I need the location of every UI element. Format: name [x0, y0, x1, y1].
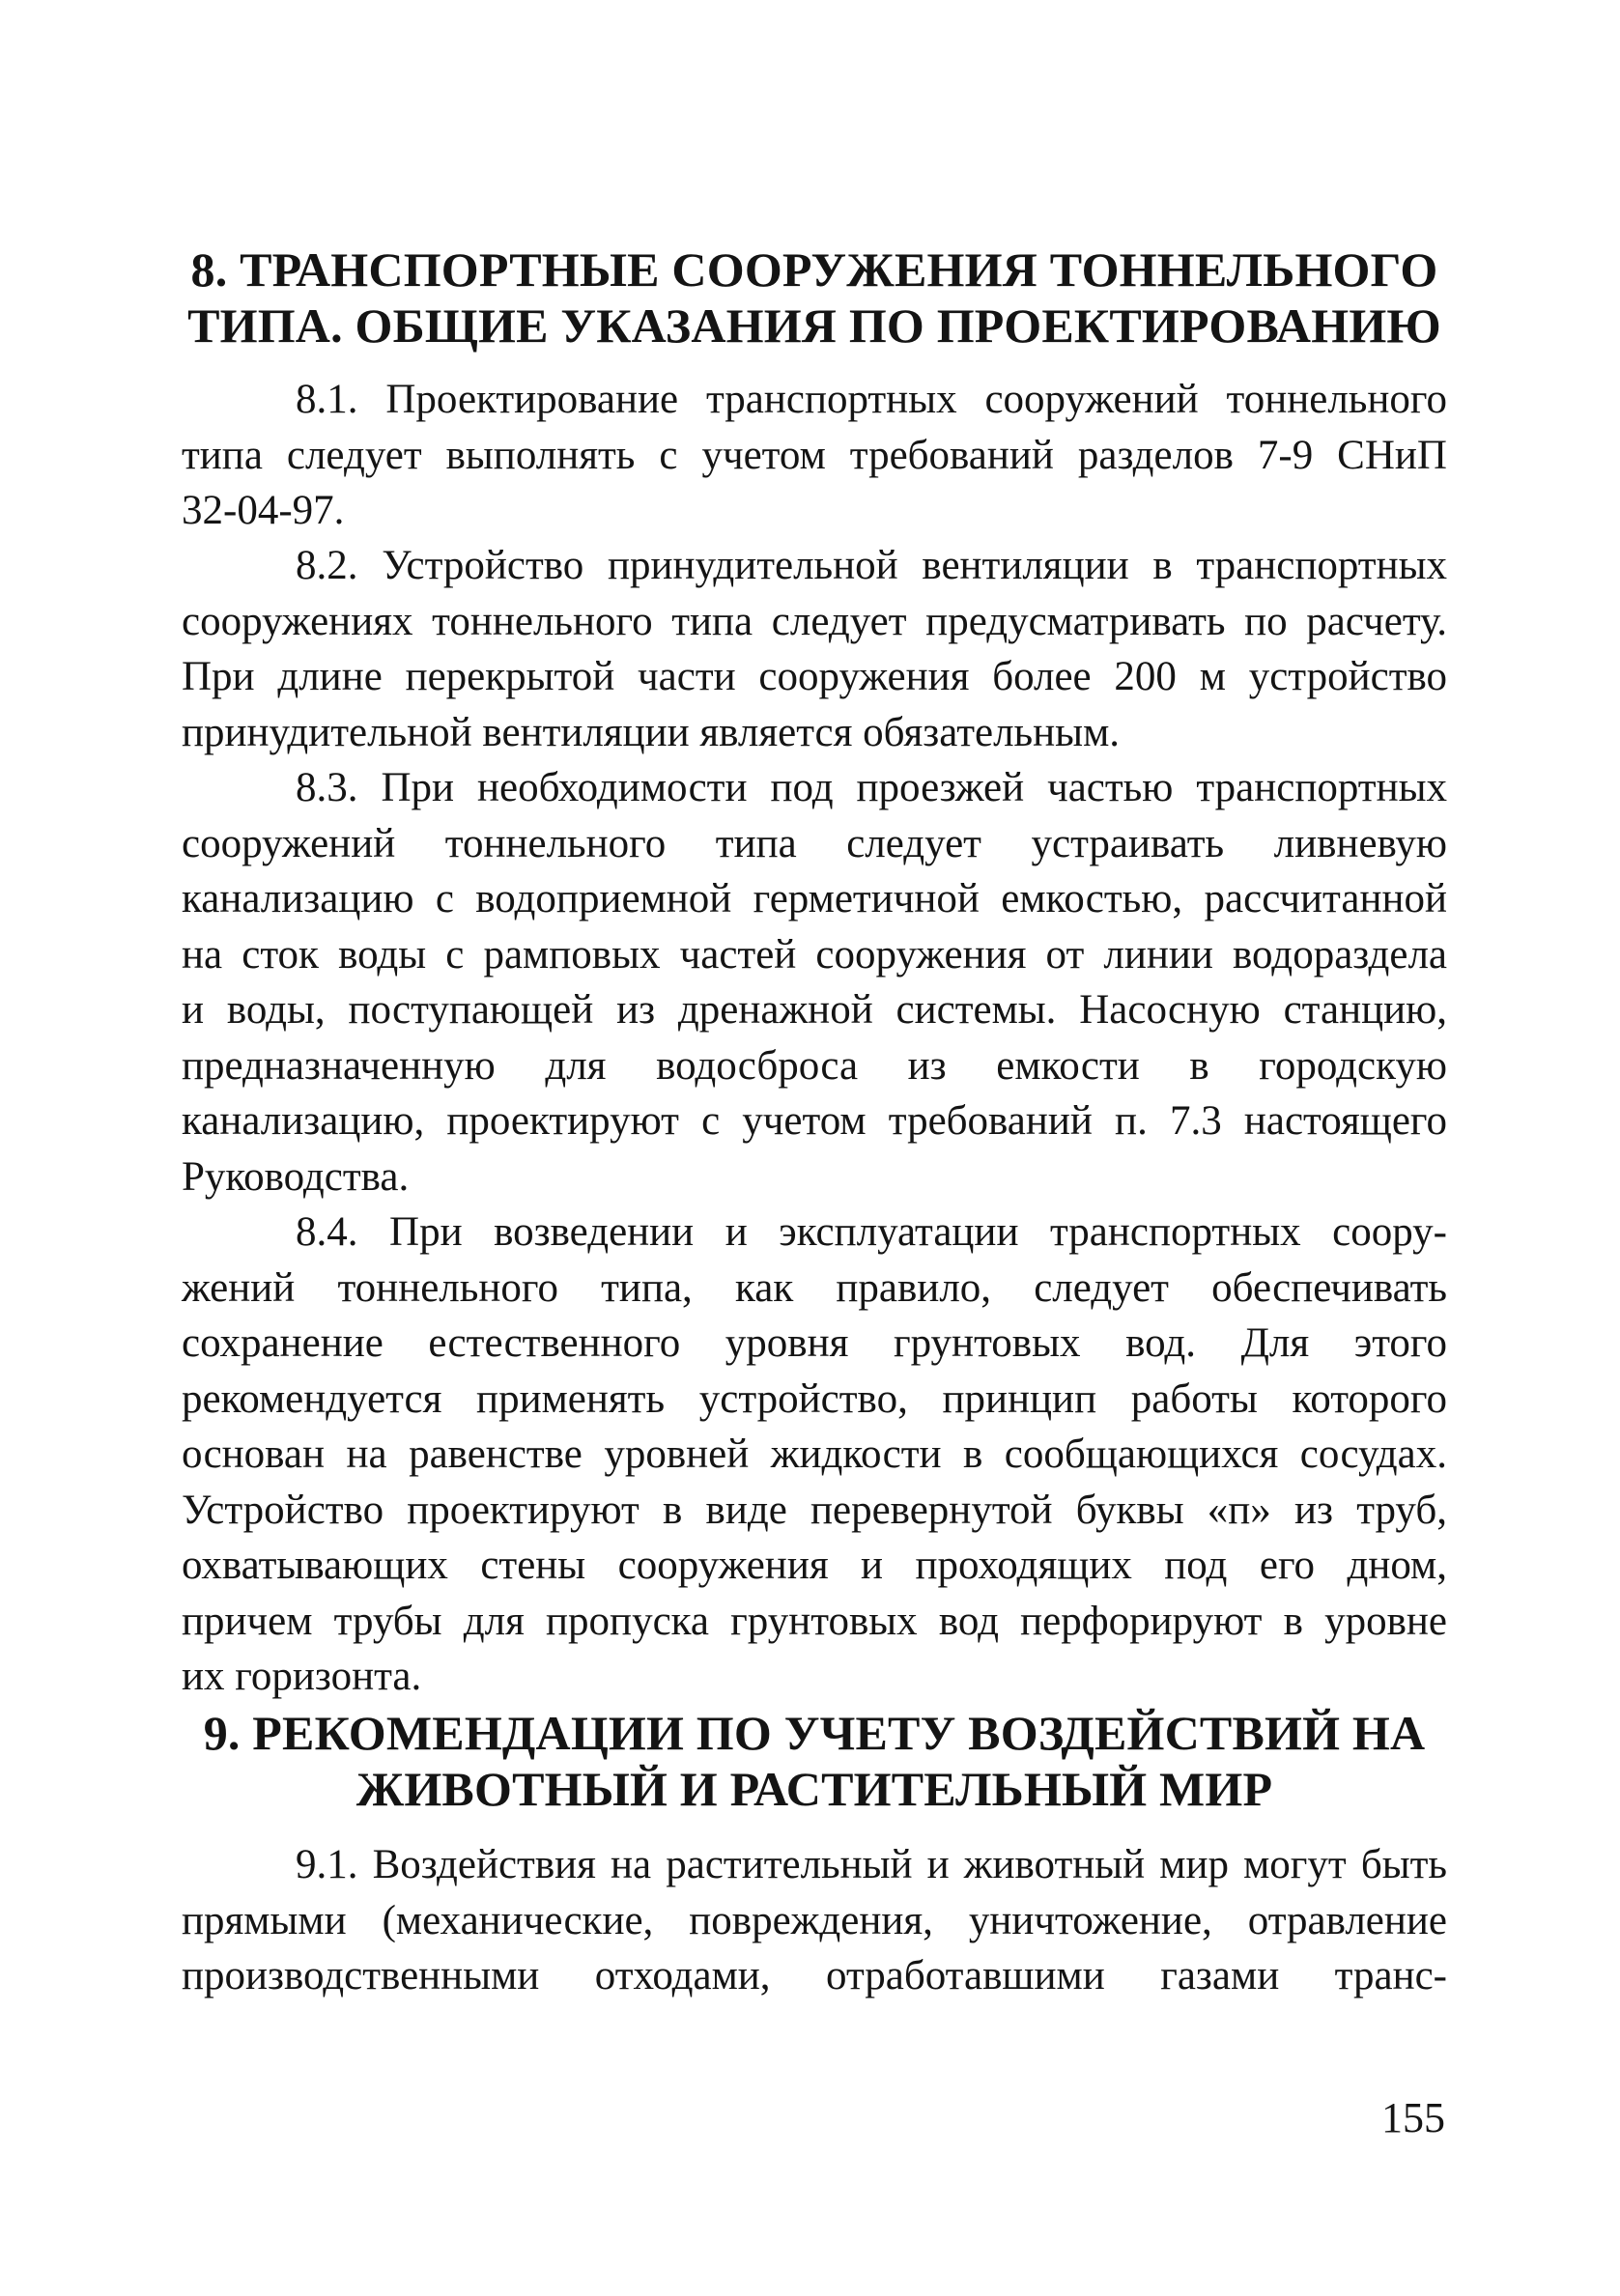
- heading-line: ТИПА. ОБЩИЕ УКАЗАНИЯ ПО ПРОЕКТИРОВАНИЮ: [187, 298, 1441, 353]
- paragraph-line: типа следует выполнять с учетом требований разделов 7-9 СНиП: [182, 432, 1447, 478]
- paragraph-8-4: [182, 1205, 1447, 1705]
- paragraph-8-2: [182, 538, 1447, 760]
- paragraph-line: и воды, поступающей из дренажной системы. Насосную станцию,: [182, 987, 1447, 1033]
- paragraph-line: производственными отходами, отработавшими газами транс-: [182, 1953, 1447, 1998]
- paragraph-line: При длине перекрытой части сооружения более 200 м устройство: [182, 654, 1447, 699]
- paragraph-line: 8.2. Устройство принудительной вентиляции в транспортных: [296, 543, 1447, 588]
- paragraph-8-1: [182, 372, 1447, 539]
- paragraph-line: 8.3. При необходимости под проезжей частью транспортных: [296, 765, 1447, 810]
- paragraph-line: сооружений тоннельного типа следует устраивать ливневую: [182, 820, 1447, 866]
- page-number: 155: [1381, 2094, 1445, 2141]
- paragraph-line: охватывающих стены сооружения и проходящих под его дном,: [182, 1543, 1447, 1588]
- paragraph-line: причем трубы для пропуска грунтовых вод перфорируют в уровне: [182, 1598, 1447, 1644]
- paragraph-line: Устройство проектируют в виде перевернутой буквы «п» из труб,: [182, 1487, 1447, 1533]
- heading-line: ЖИВОТНЫЙ И РАСТИТЕЛЬНЫЙ МИР: [355, 1762, 1273, 1816]
- paragraph-line: канализацию с водоприемной герметичной емкостью, рассчитанной: [182, 876, 1447, 921]
- section-9-heading: [182, 1705, 1447, 1817]
- paragraph-line: сооружениях тоннельного типа следует предусматривать по расчету.: [182, 598, 1447, 644]
- paragraph-9-1: [182, 1837, 1447, 2004]
- paragraph-8-3: [182, 760, 1447, 1205]
- paragraph-line: рекомендуется применять устройство, принцип работы которого: [182, 1375, 1447, 1422]
- paragraph-line: их горизонта.: [182, 1654, 422, 1699]
- paragraph-line: на сток воды с рамповых частей сооружения от линии водораздела: [182, 931, 1447, 978]
- paragraph-line: 8.4. При возведении и эксплуатации транспортных соору-: [296, 1209, 1447, 1255]
- section-8-heading: [182, 241, 1447, 354]
- paragraph-line: 32-04-97.: [182, 488, 345, 533]
- paragraph-line: канализацию, проектируют с учетом требований п. 7.3 настоящего: [182, 1098, 1447, 1144]
- section-9-heading-block: [182, 1705, 1447, 1817]
- paragraph-line: 8.1. Проектирование транспортных сооружений тоннельного: [296, 377, 1447, 422]
- paragraph-line: 9.1. Воздействия на растительный и животный мир могут быть: [296, 1842, 1447, 1887]
- heading-line: 8. ТРАНСПОРТНЫЕ СООРУЖЕНИЯ ТОННЕЛЬНОГО: [190, 242, 1438, 297]
- paragraph-line: предназначенную для водосброса из емкости в городскую: [182, 1042, 1447, 1089]
- paragraph-line: прямыми (механические, повреждения, уничтожение, отравление: [182, 1897, 1447, 1943]
- paragraph-line: основан на равенстве уровней жидкости в сообщающихся сосудах.: [182, 1431, 1447, 1477]
- heading-line: 9. РЕКОМЕНДАЦИИ ПО УЧЕТУ ВОЗДЕЙСТВИЙ НА: [203, 1706, 1426, 1760]
- paragraph-line: принудительной вентиляции является обязательным.: [182, 709, 1121, 755]
- paragraph-line: Руководства.: [182, 1153, 410, 1200]
- paragraph-line: жений тоннельного типа, как правило, следует обеспечивать: [182, 1264, 1447, 1311]
- paragraph-line: сохранение естественного уровня грунтовых вод. Для этого: [182, 1320, 1447, 1366]
- section-8-heading-block: [182, 241, 1447, 354]
